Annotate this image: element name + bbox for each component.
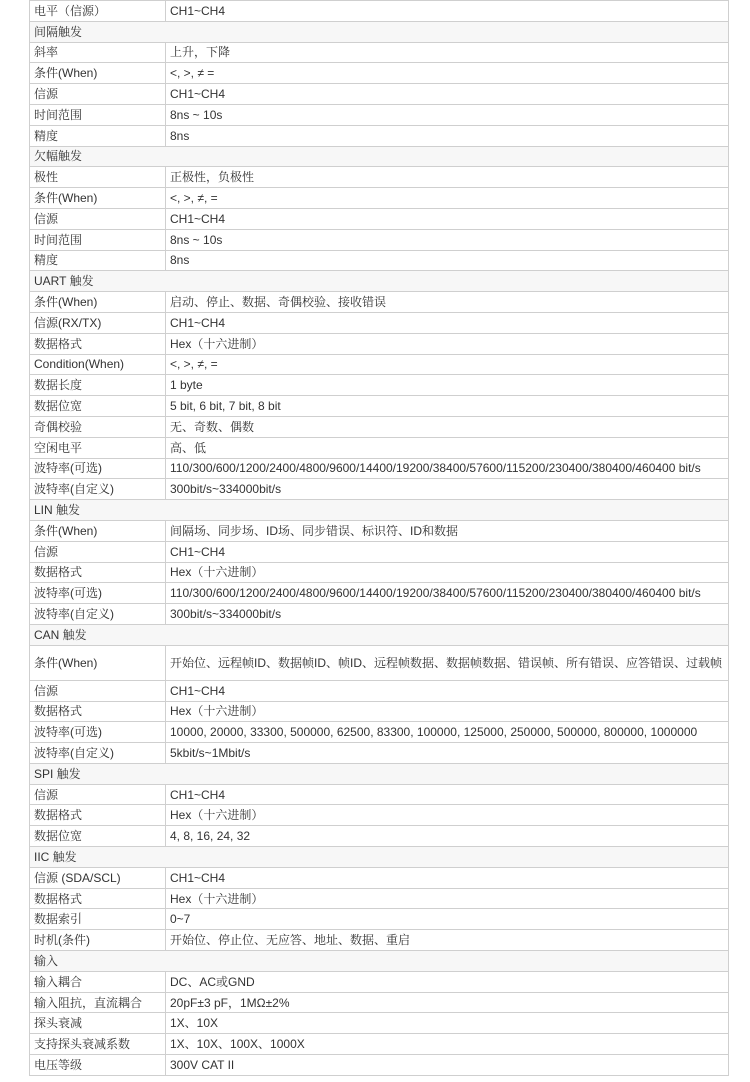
spec-row	[30, 583, 729, 604]
spec-value: 间隔场、同步场、ID场、同步错误、标识符、ID和数据	[166, 520, 729, 541]
spec-row	[30, 604, 729, 625]
spec-label: 波特率(可选)	[30, 722, 166, 743]
spec-row	[30, 229, 729, 250]
section-header-row	[30, 951, 729, 972]
spec-row	[30, 458, 729, 479]
section-header-row	[30, 271, 729, 292]
spec-row	[30, 437, 729, 458]
spec-label: 条件(When)	[30, 188, 166, 209]
spec-label: 数据格式	[30, 333, 166, 354]
spec-row	[30, 104, 729, 125]
spec-label: 信源	[30, 680, 166, 701]
spec-value: 高、低	[166, 437, 729, 458]
spec-row	[30, 292, 729, 313]
spec-value: 110/300/600/1200/2400/4800/9600/14400/19200/38400/57600/115200/230400/380400/460400 bit/s	[166, 458, 729, 479]
spec-row	[30, 188, 729, 209]
section-title: 欠幅触发	[30, 146, 729, 167]
spec-value: 20pF±3 pF，1MΩ±2%	[166, 992, 729, 1013]
spec-label: 波特率(可选)	[30, 458, 166, 479]
spec-label: 数据格式	[30, 701, 166, 722]
section-title: LIN 触发	[30, 500, 729, 521]
spec-row	[30, 208, 729, 229]
spec-value: 开始位、停止位、无应答、地址、数据、重启	[166, 930, 729, 951]
section-header-row	[30, 21, 729, 42]
spec-value: 1X、10X、100X、1000X	[166, 1034, 729, 1055]
spec-table	[29, 0, 729, 1076]
spec-value: CH1~CH4	[166, 867, 729, 888]
section-title: SPI 触发	[30, 763, 729, 784]
spec-label: 信源	[30, 784, 166, 805]
section-header-row	[30, 500, 729, 521]
spec-label: 信源 (SDA/SCL)	[30, 867, 166, 888]
spec-row	[30, 541, 729, 562]
section-title: IIC 触发	[30, 847, 729, 868]
spec-label: 条件(When)	[30, 520, 166, 541]
spec-value: DC、AC或GND	[166, 971, 729, 992]
spec-value: Hex（十六进制）	[166, 805, 729, 826]
spec-label: 信源	[30, 208, 166, 229]
spec-label: 数据索引	[30, 909, 166, 930]
spec-label: 电平（信源）	[30, 1, 166, 22]
spec-value: 110/300/600/1200/2400/4800/9600/14400/19200/38400/57600/115200/230400/380400/460400 bit/s	[166, 583, 729, 604]
spec-value: Hex（十六进制）	[166, 562, 729, 583]
spec-row	[30, 701, 729, 722]
spec-row	[30, 867, 729, 888]
spec-row	[30, 971, 729, 992]
spec-row	[30, 784, 729, 805]
spec-label: 数据格式	[30, 562, 166, 583]
spec-value: 1X、10X	[166, 1013, 729, 1034]
spec-row	[30, 520, 729, 541]
spec-label: 信源	[30, 84, 166, 105]
spec-label: 支持探头衰减系数	[30, 1034, 166, 1055]
spec-row	[30, 250, 729, 271]
spec-row	[30, 479, 729, 500]
spec-value: CH1~CH4	[166, 84, 729, 105]
spec-value: 启动、停止、数据、奇偶校验、接收错误	[166, 292, 729, 313]
spec-value: <, >, ≠, =	[166, 188, 729, 209]
spec-value: Hex（十六进制）	[166, 888, 729, 909]
spec-value: 5kbit/s~1Mbit/s	[166, 743, 729, 764]
spec-row	[30, 84, 729, 105]
spec-value: 5 bit, 6 bit, 7 bit, 8 bit	[166, 396, 729, 417]
spec-row	[30, 888, 729, 909]
spec-row	[30, 1, 729, 22]
spec-label: Condition(When)	[30, 354, 166, 375]
spec-label: 时机(条件)	[30, 930, 166, 951]
spec-label: 输入阻抗，直流耦合	[30, 992, 166, 1013]
spec-value: Hex（十六进制）	[166, 333, 729, 354]
spec-value: 开始位、远程帧ID、数据帧ID、帧ID、远程帧数据、数据帧数据、错误帧、所有错误、应答错误、过载帧	[166, 645, 729, 680]
spec-value: 4, 8, 16, 24, 32	[166, 826, 729, 847]
spec-label: 数据格式	[30, 805, 166, 826]
spec-row	[30, 680, 729, 701]
spec-value: CH1~CH4	[166, 312, 729, 333]
spec-value: 8ns ~ 10s	[166, 229, 729, 250]
spec-label: 精度	[30, 125, 166, 146]
spec-row	[30, 722, 729, 743]
section-header-row	[30, 146, 729, 167]
spec-table-body	[30, 1, 729, 1076]
spec-value: 正极性，负极性	[166, 167, 729, 188]
section-header-row	[30, 624, 729, 645]
spec-value: 300V CAT II	[166, 1055, 729, 1076]
section-header-row	[30, 847, 729, 868]
spec-label: 数据位宽	[30, 826, 166, 847]
spec-value: 0~7	[166, 909, 729, 930]
spec-label: 时间范围	[30, 229, 166, 250]
spec-label: 波特率(自定义)	[30, 604, 166, 625]
spec-value: CH1~CH4	[166, 1, 729, 22]
section-title: 间隔触发	[30, 21, 729, 42]
spec-value: CH1~CH4	[166, 680, 729, 701]
section-title: UART 触发	[30, 271, 729, 292]
spec-label: 信源(RX/TX)	[30, 312, 166, 333]
spec-value: CH1~CH4	[166, 208, 729, 229]
spec-label: 条件(When)	[30, 292, 166, 313]
section-title: CAN 触发	[30, 624, 729, 645]
spec-row	[30, 826, 729, 847]
spec-row	[30, 333, 729, 354]
spec-label: 空闲电平	[30, 437, 166, 458]
spec-value: 8ns	[166, 125, 729, 146]
section-header-row	[30, 763, 729, 784]
spec-label: 精度	[30, 250, 166, 271]
spec-row	[30, 375, 729, 396]
spec-label: 输入耦合	[30, 971, 166, 992]
spec-row	[30, 992, 729, 1013]
spec-row	[30, 42, 729, 63]
spec-label: 奇偶校验	[30, 416, 166, 437]
spec-label: 波特率(可选)	[30, 583, 166, 604]
spec-row	[30, 805, 729, 826]
spec-table-container	[29, 0, 728, 1076]
spec-row	[30, 63, 729, 84]
spec-value: <, >, ≠ =	[166, 63, 729, 84]
spec-value: 300bit/s~334000bit/s	[166, 604, 729, 625]
spec-row	[30, 743, 729, 764]
section-title: 输入	[30, 951, 729, 972]
spec-row	[30, 416, 729, 437]
spec-row	[30, 167, 729, 188]
spec-value: 10000, 20000, 33300, 500000, 62500, 83300, 100000, 125000, 250000, 500000, 800000, 1000000	[166, 722, 729, 743]
spec-value: 1 byte	[166, 375, 729, 396]
spec-value: 无、奇数、偶数	[166, 416, 729, 437]
spec-value: 300bit/s~334000bit/s	[166, 479, 729, 500]
spec-label: 数据格式	[30, 888, 166, 909]
spec-row	[30, 1013, 729, 1034]
spec-label: 波特率(自定义)	[30, 743, 166, 764]
spec-label: 电压等级	[30, 1055, 166, 1076]
spec-label: 波特率(自定义)	[30, 479, 166, 500]
spec-label: 极性	[30, 167, 166, 188]
spec-label: 时间范围	[30, 104, 166, 125]
spec-row	[30, 354, 729, 375]
spec-row	[30, 562, 729, 583]
spec-label: 信源	[30, 541, 166, 562]
spec-label: 数据位宽	[30, 396, 166, 417]
spec-label: 斜率	[30, 42, 166, 63]
spec-row	[30, 645, 729, 680]
spec-label: 探头衰减	[30, 1013, 166, 1034]
spec-value: 8ns ~ 10s	[166, 104, 729, 125]
spec-row	[30, 396, 729, 417]
spec-value: 上升，下降	[166, 42, 729, 63]
spec-row	[30, 1034, 729, 1055]
spec-value: 8ns	[166, 250, 729, 271]
spec-value: CH1~CH4	[166, 541, 729, 562]
spec-label: 条件(When)	[30, 63, 166, 84]
spec-row	[30, 125, 729, 146]
spec-label: 数据长度	[30, 375, 166, 396]
spec-row	[30, 1055, 729, 1076]
spec-label: 条件(When)	[30, 645, 166, 680]
spec-row	[30, 312, 729, 333]
spec-row	[30, 930, 729, 951]
spec-value: <, >, ≠, =	[166, 354, 729, 375]
spec-row	[30, 909, 729, 930]
spec-value: CH1~CH4	[166, 784, 729, 805]
spec-value: Hex（十六进制）	[166, 701, 729, 722]
